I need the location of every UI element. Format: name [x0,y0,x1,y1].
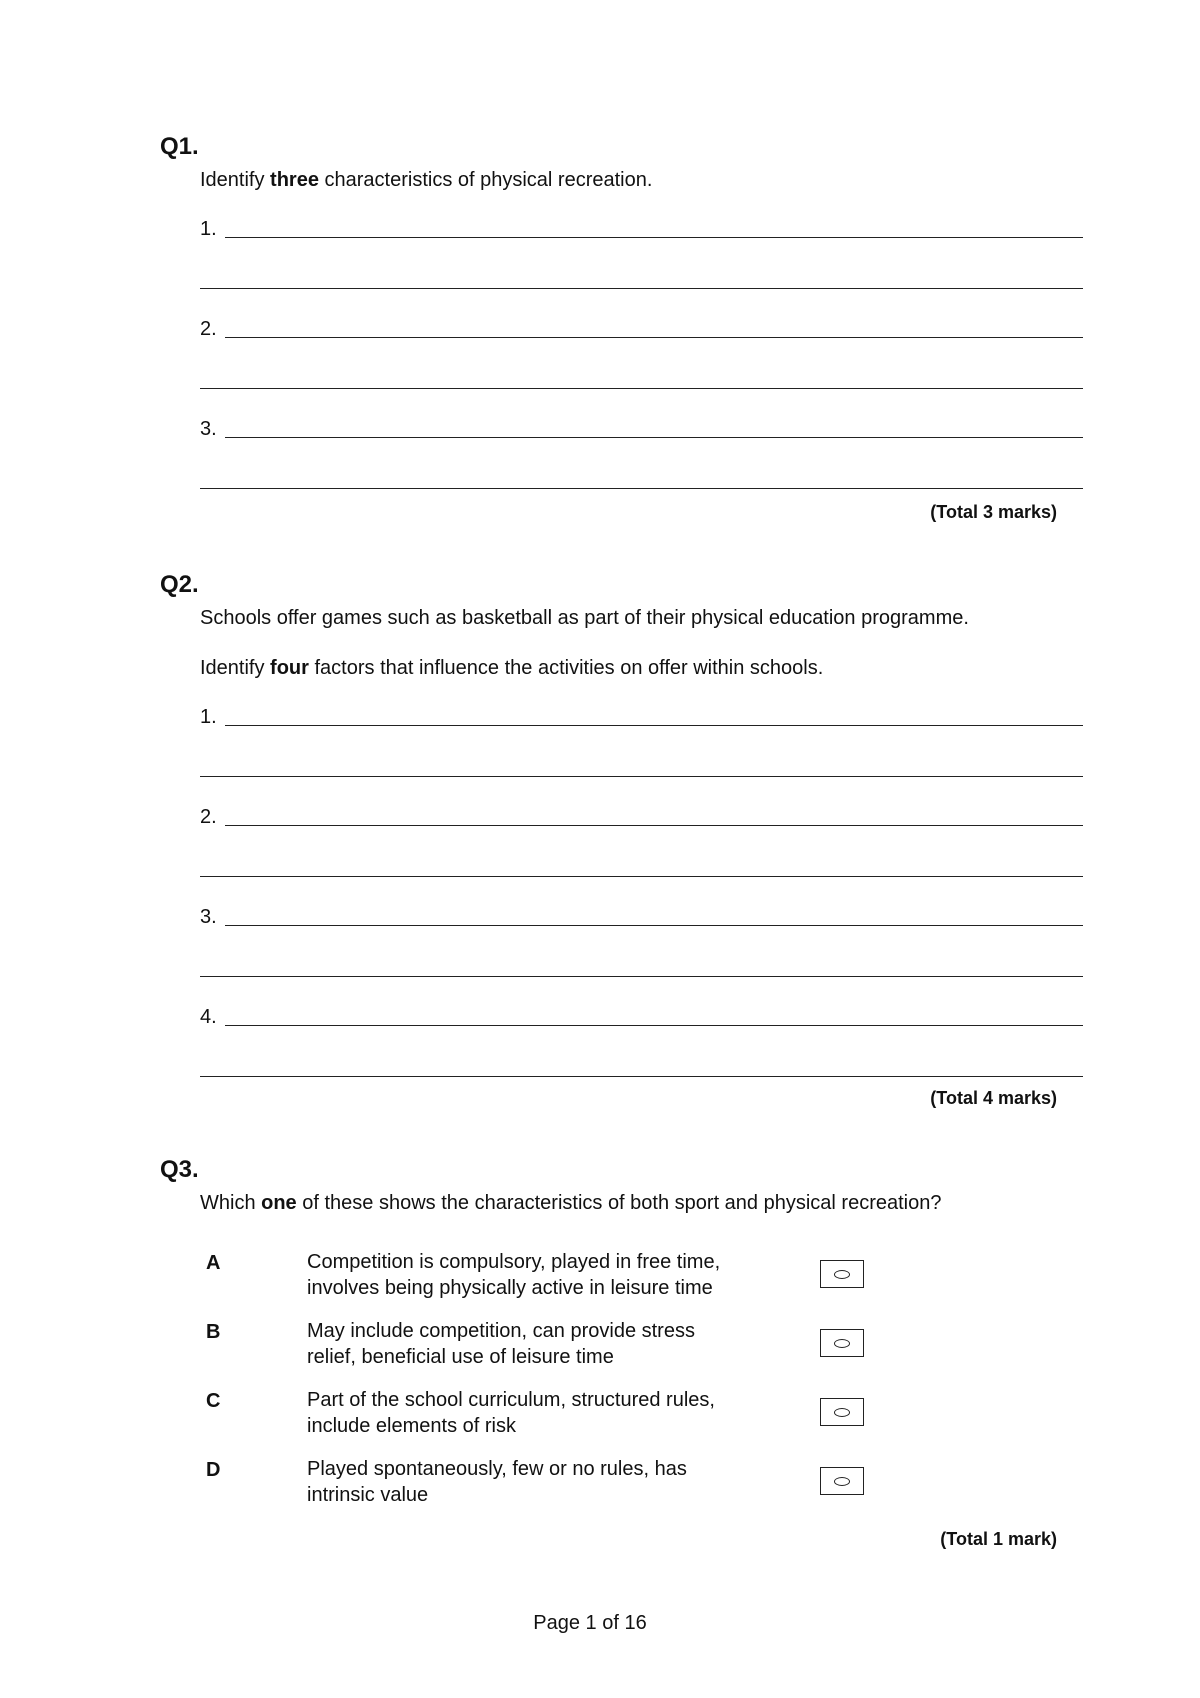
question-1-total: (Total 3 marks) [930,502,1057,522]
answer-line[interactable] [200,388,1083,389]
option-d-checkbox[interactable] [820,1467,864,1495]
answer-number-1: 1. [200,218,217,240]
answer-line[interactable] [200,776,1083,777]
option-a-letter: A [206,1252,221,1274]
answer-line[interactable] [225,725,1083,726]
option-d-text: Played spontaneously, few or no rules, has intrinsic value [307,1458,687,1506]
answer-number-3: 3. [200,906,217,928]
answer-number-1: 1. [200,706,217,728]
answer-line[interactable] [225,1025,1083,1026]
answer-line[interactable] [225,825,1083,826]
answer-line[interactable] [200,976,1083,977]
answer-line[interactable] [200,288,1083,289]
question-3-total: (Total 1 mark) [940,1529,1057,1549]
answer-line[interactable] [225,925,1083,926]
answer-line[interactable] [200,876,1083,877]
option-d-letter: D [206,1459,221,1481]
question-3-number: Q3. [160,1156,199,1183]
answer-number-3: 3. [200,418,217,440]
answer-number-2: 2. [200,806,217,828]
question-1-number: Q1. [160,133,199,160]
option-c-letter: C [206,1390,221,1412]
question-2-intro: Schools offer games such as basketball as part of their physical education programme. [200,607,969,629]
option-a-checkbox[interactable] [820,1260,864,1288]
bubble-icon [834,1408,850,1417]
bubble-icon [834,1270,850,1279]
option-b-letter: B [206,1321,221,1343]
answer-line[interactable] [225,237,1083,238]
option-c-text: Part of the school curriculum, structured rules, include elements of risk [307,1389,715,1437]
answer-line[interactable] [200,1076,1083,1077]
option-b-text: May include competition, can provide stress relief, beneficial use of leisure time [307,1320,695,1368]
bubble-icon [834,1339,850,1348]
question-2-stem: Identify four factors that influence the activities on offer within schools. [200,657,824,679]
page-number: Page 1 of 16 [533,1612,647,1634]
answer-line[interactable] [200,488,1083,489]
option-a-text: Competition is compulsory, played in free time, involves being physically active in leisure time [307,1251,721,1299]
question-2-total: (Total 4 marks) [930,1088,1057,1108]
option-b-checkbox[interactable] [820,1329,864,1357]
question-1-stem: Identify three characteristics of physical recreation. [200,169,653,191]
bubble-icon [834,1477,850,1486]
question-3-stem: Which one of these shows the characteristics of both sport and physical recreation? [200,1192,942,1214]
answer-number-4: 4. [200,1006,217,1028]
answer-line[interactable] [225,337,1083,338]
answer-number-2: 2. [200,318,217,340]
option-c-checkbox[interactable] [820,1398,864,1426]
answer-line[interactable] [225,437,1083,438]
question-2-number: Q2. [160,571,199,598]
